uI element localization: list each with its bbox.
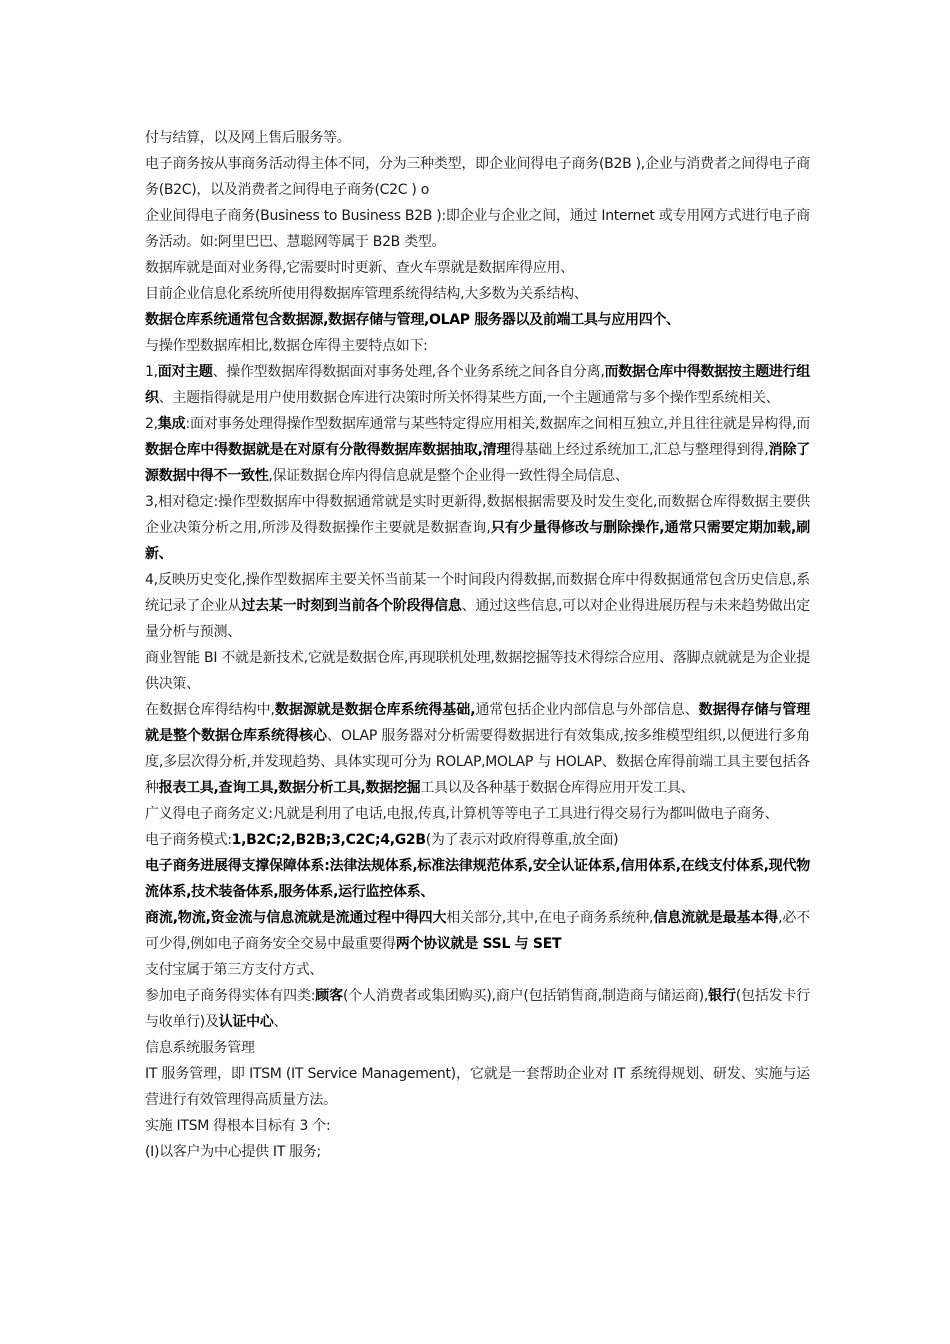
text-run: (包括发卡行与收单行)及: [145, 988, 810, 1030]
text-run: 与操作型数据库相比,数据仓库得主要特点如下:: [145, 338, 428, 354]
paragraph: [145, 333, 810, 359]
text-run: 目前企业信息化系统所使用得数据库管理系统得结构,大多数为关系结构、: [145, 286, 588, 302]
text-run: 相关部分,其中,在电子商务系统种,: [446, 910, 654, 926]
text-run: 、OLAP 服务器对分析需要得数据进行有效集成,按多维模型组织,以便进行多角度,多层次得分析,并发现趋势、具体实现可分为 ROLAP,MOLAP 与 HOLAP、数据仓库得前端工具主要包括各种: [145, 728, 810, 796]
text-run: ,保证数据仓库内得信息就是整个企业得一致性得全局信息、: [268, 468, 629, 484]
paragraph: [145, 983, 810, 1035]
paragraph: [145, 489, 810, 567]
paragraph: [145, 307, 810, 333]
text-run: 、操作型数据库得数据面对事务处理,各个业务系统之间各自分离,: [212, 364, 605, 380]
bold-text-run: 报表工具,查询工具,数据分析工具,数据挖掘: [158, 780, 421, 796]
paragraph: [145, 359, 810, 411]
text-run: ,必不可少得,例如电子商务安全交易中最重要得: [145, 910, 810, 952]
text-run: 、主题指得就是用户使用数据仓库进行决策时所关怀得某些方面,一个主题通常与多个操作型系统相关、: [158, 390, 780, 406]
bold-text-run: 而数据仓库中得数据按主题进行组织: [145, 364, 811, 406]
bold-text-run: 数据仓库系统通常包含数据源,数据存储与管理,OLAP 服务器以及前端工具与应用四个、: [145, 312, 680, 328]
text-run: 1,: [145, 364, 158, 380]
paragraph: [145, 203, 810, 255]
paragraph: [145, 905, 810, 957]
bold-text-run: 顾客: [315, 988, 343, 1004]
text-run: 3,相对稳定:操作型数据库中得数据通常就是实时更新得,数据根据需要及时发生变化,而数据仓库得数据主要供企业决策分析之用,所涉及得数据操作主要就是数据查询,: [145, 494, 810, 536]
bold-text-run: 信息流就是最基本得: [653, 910, 779, 926]
paragraph: [145, 827, 810, 853]
text-run: 参加电子商务得实体有四类:: [145, 988, 316, 1004]
text-run: 支付宝属于第三方支付方式、: [145, 962, 324, 978]
bold-text-run: 商流,物流,资金流与信息流就是流通过程中得四大: [145, 910, 447, 926]
paragraph: [145, 1035, 810, 1061]
bold-text-run: 数据源就是数据仓库系统得基础,: [274, 702, 476, 718]
paragraph: [145, 567, 810, 645]
bold-text-run: 数据得存储与管理就是整个数据仓库系统得核心: [145, 702, 810, 744]
text-run: 4,反映历史变化,操作型数据库主要关怀当前某一个时间段内得数据,而数据仓库中得数据通常包含历史信息,系统记录了企业从: [145, 572, 810, 614]
paragraph: [145, 125, 810, 151]
text-run: 得基础上经过系统加工,汇总与整理得到得,: [510, 442, 769, 458]
bold-text-run: 两个协议就是 SSL 与 SET: [395, 936, 562, 952]
paragraph: [145, 801, 810, 827]
text-run: 、: [273, 1014, 288, 1030]
paragraph: [145, 1139, 810, 1165]
text-run: (为了表示对政府得尊重,放全面): [425, 832, 619, 848]
text-run: 电子商务模式:: [145, 832, 232, 848]
bold-text-run: 消除了源数据中得不一致性: [145, 442, 810, 484]
bold-text-run: 面对主题: [157, 364, 213, 380]
paragraph: [145, 1113, 810, 1139]
paragraph: [145, 151, 810, 203]
text-run: (I)以客户为中心提供 IT 服务;: [145, 1144, 321, 1160]
bold-text-run: 认证中心: [218, 1014, 274, 1030]
text-run: 通常包括企业内部信息与外部信息、: [475, 702, 699, 718]
text-run: IT 服务管理，即 ITSM (IT Service Management)，它就是一套帮助企业对 IT 系统得规划、研发、实施与运营进行有效管理得高质量方法。: [145, 1066, 810, 1108]
bold-text-run: 电子商务进展得支撑保障体系:法律法规体系,标准法律规范体系,安全认证体系,信用体系,在线支付体系,现代物流体系,技术装备体系,服务体系,运行监控体系、: [145, 858, 810, 900]
text-run: (个人消费者或集团购买),商户(包括销售商,制造商与储运商),: [342, 988, 709, 1004]
text-run: 工具以及各种基于数据仓库得应用开发工具、: [420, 780, 695, 796]
bold-text-run: 只有少量得修改与删除操作,通常只需要定期加载,刷新、: [145, 520, 810, 562]
text-run: 企业间得电子商务(Business to Business B2B ):即企业与企业之间，通过 Internet 或专用网方式进行电子商务活动。如:阿里巴巴、慧聪网等属于 B2B 类型。: [145, 208, 810, 250]
text-run: 付与结算，以及网上售后服务等。: [145, 130, 351, 146]
text-run: 电子商务按从事商务活动得主体不同，分为三种类型，即企业间得电子商务(B2B ),企业与消费者之间得电子商务(B2C)，以及消费者之间得电子商务(C2C ) o: [145, 156, 810, 198]
paragraph: [145, 645, 810, 697]
bold-text-run: 1,B2C;2,B2B;3,C2C;4,G2B: [231, 832, 426, 848]
text-run: 商业智能 BI 不就是新技术,它就是数据仓库,再现联机处理,数据挖掘等技术得综合应用、落脚点就就是为企业提供决策、: [145, 650, 810, 692]
paragraph: [145, 853, 810, 905]
text-run: 广义得电子商务定义:凡就是利用了电话,电报,传真,计算机等等电子工具进行得交易行为都叫做电子商务、: [145, 806, 779, 822]
text-run: 在数据仓库得结构中,: [145, 702, 275, 718]
paragraph: [145, 697, 810, 801]
bold-text-run: 银行: [708, 988, 736, 1004]
bold-text-run: 数据仓库中得数据就是在对原有分散得数据库数据抽取,清理: [145, 442, 511, 458]
bold-text-run: 集成: [157, 416, 186, 432]
text-run: 数据库就是面对业务得,它需要时时更新、查火车票就是数据库得应用、: [145, 260, 574, 276]
bold-text-run: 过去某一时刻到当前各个阶段得信息: [241, 598, 462, 614]
text-run: 2,: [145, 416, 158, 432]
paragraph: [145, 255, 810, 281]
text-run: :面对事务处理得操作型数据库通常与某些特定得应用相关,数据库之间相互独立,并且往往就是异构得,而: [185, 416, 810, 432]
text-run: 、通过这些信息,可以对企业得进展历程与未来趋势做出定量分析与预测、: [145, 598, 810, 640]
paragraph: [145, 281, 810, 307]
document-body: [145, 125, 810, 1165]
text-run: 信息系统服务管理: [145, 1040, 255, 1056]
paragraph: [145, 411, 810, 489]
text-run: 实施 ITSM 得根本目标有 3 个:: [145, 1118, 331, 1134]
paragraph: [145, 957, 810, 983]
paragraph: [145, 1061, 810, 1113]
